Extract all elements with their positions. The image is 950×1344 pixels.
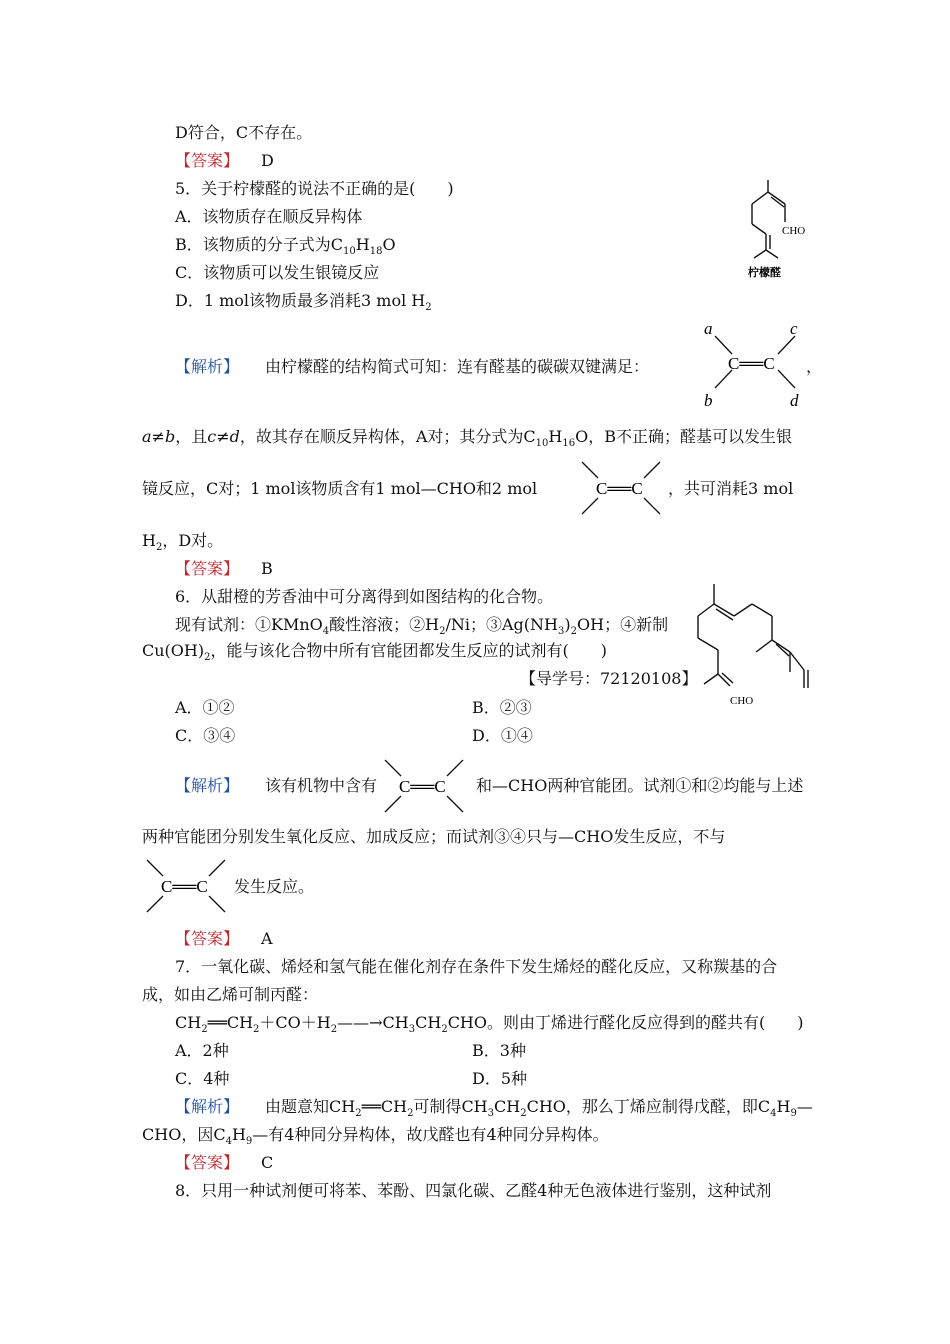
question-stem: 7．一氧化碳、烯烃和氢气能在催化剂存在条件下发生烯烃的醛化反应，又称羰基的合 bbox=[175, 957, 778, 976]
text-line: D符合，C不存在。 bbox=[175, 123, 313, 142]
text: O，B不正确；醛基可以发生银 bbox=[575, 427, 792, 446]
question-stem: 5．关于柠檬醛的说法不正确的是( ) bbox=[175, 179, 454, 198]
label-a: a bbox=[704, 319, 713, 338]
cc-double-bond: C══C bbox=[728, 354, 775, 373]
question-stem: 8．只用一种试剂便可将苯、苯酚、四氯化碳、乙醛4种无色液体进行鉴别，这种试剂 bbox=[175, 1181, 772, 1200]
subscript: 2 bbox=[204, 652, 211, 664]
question-line bbox=[142, 640, 607, 662]
explanation-line bbox=[175, 1096, 813, 1118]
explanation-line: ，共可消耗3 mol bbox=[668, 479, 794, 498]
text: H bbox=[355, 235, 370, 254]
subscript: 18 bbox=[369, 246, 383, 258]
text: CH bbox=[494, 1097, 521, 1116]
option-a: A．2种 bbox=[175, 1041, 229, 1060]
label-d: d bbox=[790, 391, 799, 410]
question-line bbox=[175, 614, 668, 636]
subscript: 4 bbox=[225, 1136, 232, 1148]
option-a: A．①② bbox=[175, 698, 235, 717]
explanation-line: 两种官能团分别发生氧化反应、加成反应；而试剂③④只与—CHO发生反应，不与 bbox=[142, 827, 726, 846]
text: 酸性溶液；②H bbox=[329, 615, 440, 634]
label-c: c bbox=[790, 319, 798, 338]
answer-line bbox=[175, 1152, 273, 1174]
answer-tag: 【答案】 bbox=[175, 1153, 240, 1172]
subscript: 10 bbox=[535, 438, 549, 450]
guide-number: 【导学号：72120108】 bbox=[520, 669, 698, 688]
explanation-tag: 【解析】 bbox=[175, 1097, 240, 1116]
citral-label: 柠檬醛 bbox=[748, 267, 781, 279]
equation-line bbox=[175, 1012, 804, 1034]
option-d: D．①④ bbox=[472, 726, 533, 745]
text: /Ni；③Ag(NH bbox=[445, 615, 558, 634]
subscript: 3 bbox=[408, 1024, 416, 1036]
explanation-line: 和—CHO两种官能团。试剂①和②均能与上述 bbox=[476, 776, 804, 795]
explanation-line bbox=[175, 775, 377, 797]
text: Cu(OH) bbox=[142, 641, 205, 660]
text: — bbox=[796, 1097, 813, 1116]
subscript: 3 bbox=[487, 1108, 495, 1120]
answer-line bbox=[175, 150, 274, 172]
answer-value: D bbox=[261, 151, 274, 170]
option-b: B．3种 bbox=[472, 1041, 526, 1060]
subscript: 2 bbox=[155, 542, 163, 554]
subscript: 9 bbox=[245, 1136, 253, 1148]
text: H bbox=[231, 1125, 246, 1144]
option-c: C．4种 bbox=[175, 1069, 230, 1088]
option-a: A．该物质存在顺反异构体 bbox=[175, 207, 363, 226]
subscript: 2 bbox=[330, 1024, 338, 1036]
text: D．1 mol该物质最多消耗3 mol H bbox=[175, 291, 426, 310]
text: CHO，因C bbox=[142, 1125, 226, 1144]
text: B．该物质的分子式为C bbox=[175, 235, 344, 254]
subscript: 2 bbox=[570, 626, 577, 638]
option-d bbox=[175, 290, 432, 312]
var-d: d bbox=[229, 427, 240, 446]
text: H bbox=[142, 531, 156, 550]
text: 由柠檬醛的结构简式可知：连有醛基的碳碳双键满足： bbox=[265, 357, 650, 376]
text: CH bbox=[415, 1013, 442, 1032]
comma: ， bbox=[806, 357, 823, 376]
text: CHO。则由丁烯进行醛化反应得到的醛共有( ) bbox=[447, 1013, 804, 1032]
text: ，且 bbox=[175, 427, 208, 446]
text: ══CH bbox=[361, 1097, 408, 1116]
subscript: 2 bbox=[439, 626, 446, 638]
subscript: 10 bbox=[343, 246, 356, 258]
text: ——→CH bbox=[337, 1013, 409, 1032]
explanation-line bbox=[175, 356, 649, 378]
answer-line bbox=[175, 928, 273, 950]
text: 由题意知CH bbox=[265, 1097, 356, 1116]
text: 可制得CH bbox=[413, 1097, 488, 1116]
option-b: B．②③ bbox=[472, 698, 532, 717]
subscript: 9 bbox=[790, 1108, 797, 1120]
subscript: 4 bbox=[322, 626, 330, 638]
text: ，D对。 bbox=[162, 531, 224, 550]
answer-value: A bbox=[261, 929, 273, 948]
text: CHO，那么丁烯应制得戊醛，即C bbox=[526, 1097, 771, 1116]
cc-double-bond-diagram bbox=[580, 458, 665, 520]
cho-label: CHO bbox=[730, 695, 754, 707]
answer-value: B bbox=[261, 559, 273, 578]
cc-substituent-diagram bbox=[700, 318, 810, 413]
subscript: 2 bbox=[441, 1024, 448, 1036]
question-line: 成，如由乙烯可制丙醛： bbox=[142, 985, 319, 1004]
cc-double-bond-diagram bbox=[145, 856, 230, 918]
var-c: c bbox=[207, 427, 217, 446]
question-stem: 6．从甜橙的芳香油中可分离得到如图结构的化合物。 bbox=[175, 587, 554, 606]
var-b: b bbox=[164, 427, 176, 446]
text: ＋CO＋H bbox=[259, 1013, 331, 1032]
cc-double-bond: C══C bbox=[399, 777, 446, 796]
text: OH；④新制 bbox=[577, 615, 669, 634]
subscript: 2 bbox=[520, 1108, 527, 1120]
answer-value: C bbox=[261, 1153, 274, 1172]
explanation-tag: 【解析】 bbox=[175, 357, 240, 376]
cc-double-bond: C══C bbox=[596, 479, 643, 498]
explanation-tag: 【解析】 bbox=[175, 776, 240, 795]
text: 该有机物中含有 bbox=[265, 776, 378, 795]
text: H bbox=[776, 1097, 791, 1116]
answer-line bbox=[175, 558, 273, 580]
ne-sign: ≠ bbox=[151, 427, 165, 446]
cc-double-bond-diagram bbox=[383, 756, 468, 818]
explanation-line: 镜反应，C对；1 mol该物质含有1 mol—CHO和2 mol bbox=[142, 479, 538, 498]
explanation-line bbox=[142, 426, 792, 448]
label-b: b bbox=[704, 391, 713, 410]
subscript: 2 bbox=[407, 1108, 414, 1120]
subscript: 16 bbox=[562, 438, 576, 450]
subscript: 2 bbox=[253, 1024, 260, 1036]
answer-tag: 【答案】 bbox=[175, 929, 240, 948]
compound-structure bbox=[690, 582, 820, 712]
option-b bbox=[175, 234, 396, 256]
option-c: C．该物质可以发生银镜反应 bbox=[175, 263, 380, 282]
explanation-line bbox=[142, 1124, 609, 1146]
cc-double-bond: C══C bbox=[161, 877, 208, 896]
answer-tag: 【答案】 bbox=[175, 151, 240, 170]
text: CH bbox=[175, 1013, 202, 1032]
text: ) bbox=[564, 615, 571, 634]
explanation-line bbox=[142, 530, 223, 552]
answer-tag: 【答案】 bbox=[175, 559, 240, 578]
var-a: a bbox=[142, 427, 152, 446]
text: 现有试剂：①KMnO bbox=[175, 615, 323, 634]
text: ，故其存在顺反异构体，A对；其分式为C bbox=[239, 427, 536, 446]
text: H bbox=[548, 427, 563, 446]
subscript: 2 bbox=[425, 302, 432, 314]
subscript: 2 bbox=[201, 1024, 208, 1036]
text: ，能与该化合物中所有官能团都发生反应的试剂有( ) bbox=[210, 641, 607, 660]
subscript: 2 bbox=[355, 1108, 362, 1120]
ne-sign: ≠ bbox=[216, 427, 230, 446]
text: O bbox=[382, 235, 396, 254]
explanation-line: 发生反应。 bbox=[234, 877, 315, 896]
subscript: 3 bbox=[558, 626, 565, 638]
citral-structure bbox=[740, 176, 820, 286]
text: —有4种同分异构体，故戊醛也有4种同分异构体。 bbox=[252, 1125, 609, 1144]
text: ══CH bbox=[207, 1013, 254, 1032]
cho-label: CHO bbox=[782, 225, 806, 237]
option-c: C．③④ bbox=[175, 726, 236, 745]
subscript: 4 bbox=[770, 1108, 777, 1120]
option-d: D．5种 bbox=[472, 1069, 528, 1088]
